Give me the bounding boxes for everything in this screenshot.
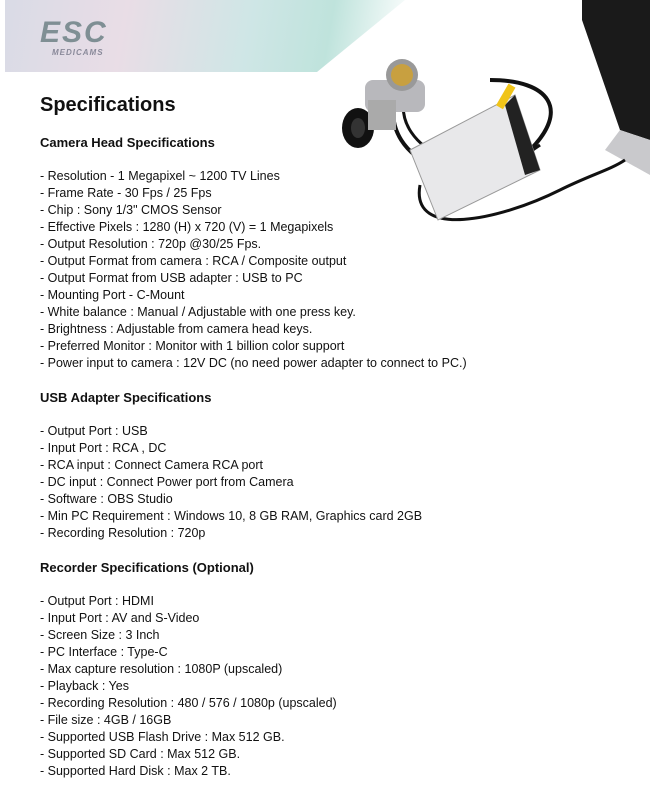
- spec-item: - Supported Hard Disk : Max 2 TB.: [40, 764, 231, 778]
- usb-adapter-section: [40, 389, 422, 542]
- spec-item: - Output Format from camera : RCA / Composite output: [40, 254, 347, 268]
- spec-item: - Recording Resolution : 480 / 576 / 1080p (upscaled): [40, 696, 337, 710]
- spec-item: - Supported USB Flash Drive : Max 512 GB.: [40, 730, 285, 744]
- spec-item: - PC Interface : Type-C: [40, 645, 168, 659]
- spec-item: - Brightness : Adjustable from camera head keys.: [40, 322, 313, 336]
- spec-item: - Resolution - 1 Megapixel ~ 1200 TV Lines: [40, 169, 280, 183]
- spec-item: - Effective Pixels : 1280 (H) x 720 (V) = 1 Megapixels: [40, 220, 334, 234]
- logo: [40, 18, 108, 57]
- spec-item: - Power input to camera : 12V DC (no need power adapter to connect to PC.): [40, 356, 467, 370]
- spec-item: - Output Format from USB adapter : USB to PC: [40, 271, 303, 285]
- spec-item: - DC input : Connect Power port from Camera: [40, 475, 294, 489]
- recorder-section: [40, 559, 337, 780]
- spec-item: - Output Resolution : 720p @30/25 Fps.: [40, 237, 262, 251]
- spec-item: - Input Port : RCA , DC: [40, 441, 167, 455]
- logo-text: ESC: [40, 16, 108, 49]
- section-heading: USB Adapter Specifications: [40, 390, 212, 405]
- spec-item: - File size : 4GB / 16GB: [40, 713, 172, 727]
- section-heading: Camera Head Specifications: [40, 135, 215, 150]
- spec-item: - Recording Resolution : 720p: [40, 526, 206, 540]
- spec-item: - Playback : Yes: [40, 679, 129, 693]
- spec-item: - Output Port : USB: [40, 424, 148, 438]
- spec-item: - Chip : Sony 1/3" CMOS Sensor: [40, 203, 222, 217]
- spec-item: - Screen Size : 3 Inch: [40, 628, 160, 642]
- spec-item: - Supported SD Card : Max 512 GB.: [40, 747, 241, 761]
- spec-item: - Min PC Requirement : Windows 10, 8 GB RAM, Graphics card 2GB: [40, 509, 423, 523]
- spec-item: - Software : OBS Studio: [40, 492, 173, 506]
- spec-item: - Preferred Monitor : Monitor with 1 billion color support: [40, 339, 345, 353]
- page-title: Specifications: [40, 94, 176, 116]
- spec-item: - Output Port : HDMI: [40, 594, 154, 608]
- spec-item: - Max capture resolution : 1080P (upscaled): [40, 662, 283, 676]
- camera-head-section: [40, 134, 467, 372]
- spec-item: - White balance : Manual / Adjustable with one press key.: [40, 305, 356, 319]
- spec-item: - Input Port : AV and S-Video: [40, 611, 200, 625]
- spec-item: - RCA input : Connect Camera RCA port: [40, 458, 264, 472]
- logo-subtext: MEDICAMS: [52, 48, 104, 57]
- spec-item: - Frame Rate - 30 Fps / 25 Fps: [40, 186, 212, 200]
- spec-item: - Mounting Port - C-Mount: [40, 288, 185, 302]
- section-heading: Recorder Specifications (Optional): [40, 560, 254, 575]
